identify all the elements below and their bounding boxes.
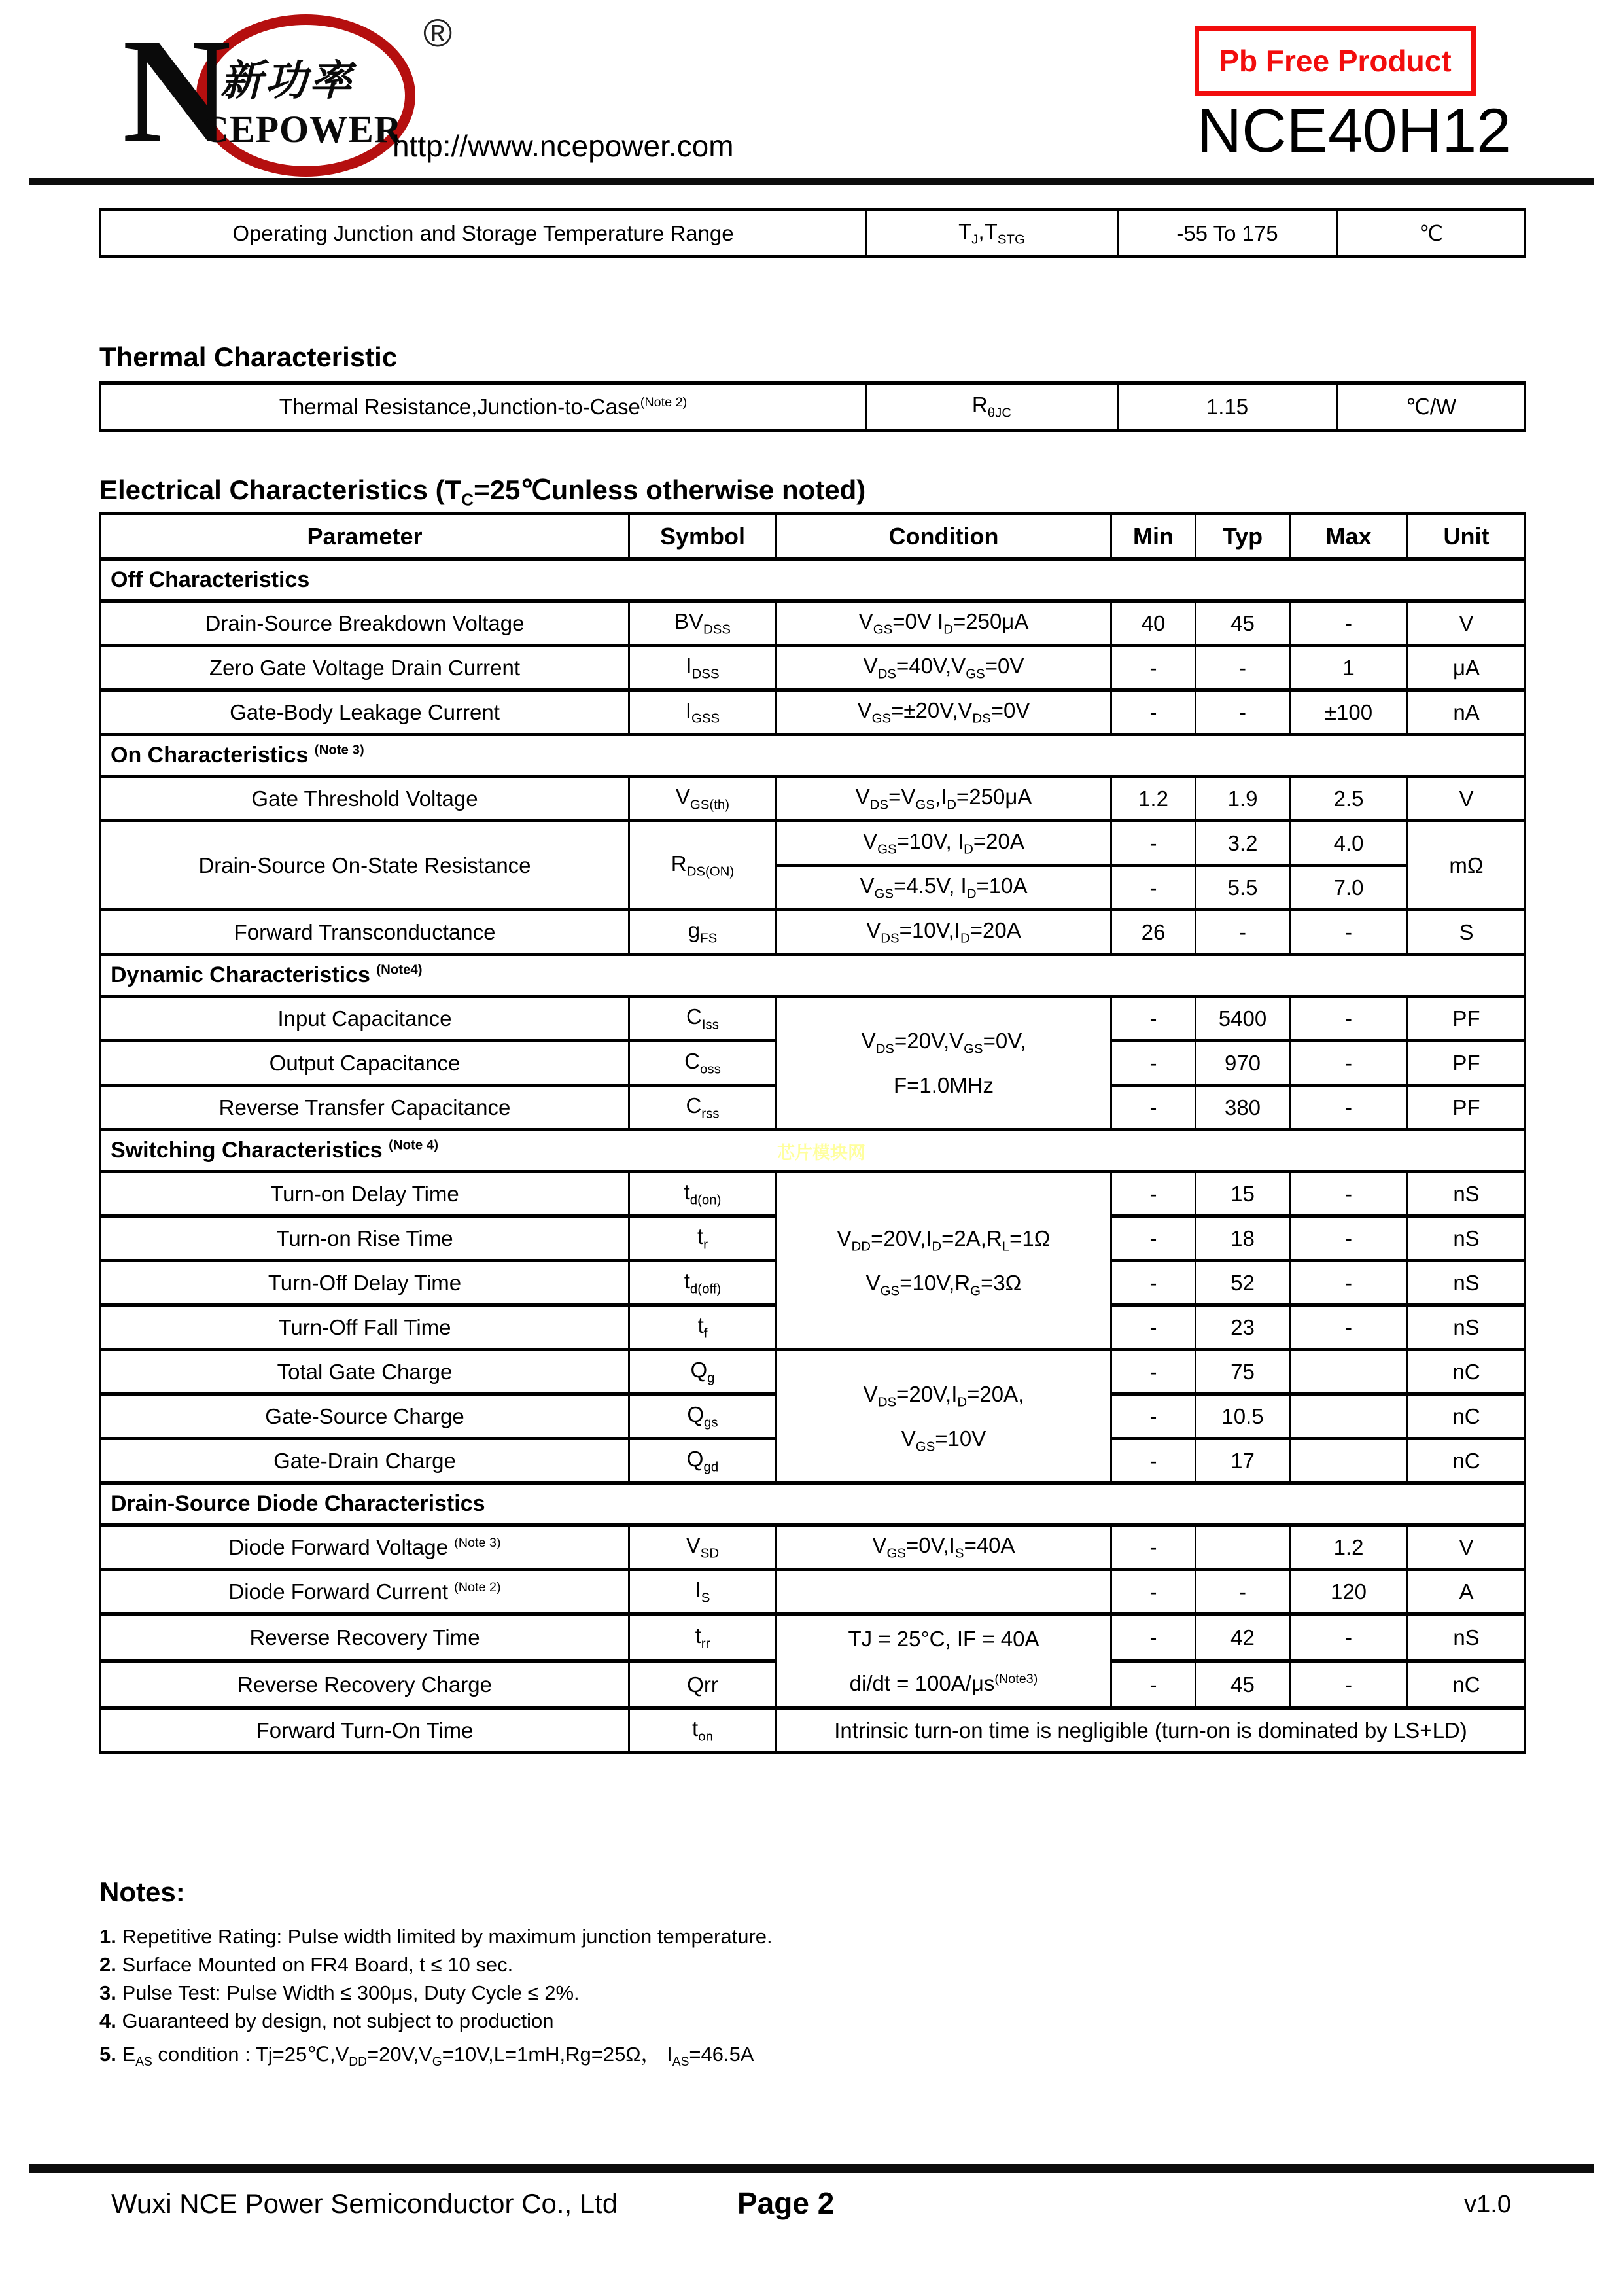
thermal-heading: Thermal Characteristic bbox=[99, 342, 398, 372]
electrical-heading: Electrical Characteristics ($T_C=25℃unless$ otherwise noted) bbox=[99, 474, 866, 510]
section-header: Drain-Source Diode Characteristics bbox=[101, 1483, 1526, 1525]
table-cell: 120 bbox=[1290, 1570, 1408, 1614]
table-cell: $BV_{DSS}$ bbox=[629, 601, 777, 646]
table-cell: nA bbox=[1408, 690, 1526, 735]
table-cell: $g_{FS}$ bbox=[629, 910, 777, 955]
table-cell: $R_{DS(ON)}$ bbox=[629, 821, 777, 910]
footer-rule bbox=[29, 2164, 1594, 2173]
table-cell: $V_{GS}=4.5V$, $I_D=10A$ bbox=[777, 866, 1111, 910]
table-cell: ℃ bbox=[1337, 210, 1526, 257]
registered-mark-icon: ® bbox=[423, 11, 453, 55]
note-item: 3. Pulse Test: Pulse Width ≤ 300μs, Duty Cycle ≤ 2%. bbox=[99, 1981, 580, 2004]
table-cell: Gate Threshold Voltage bbox=[101, 777, 629, 821]
table-cell: $I_{GSS}$ bbox=[629, 690, 777, 735]
table-cell: Operating Junction and Storage Temperature Range bbox=[101, 210, 866, 257]
table-cell: 23 bbox=[1196, 1305, 1290, 1350]
table-cell: $C_{Iss}$ bbox=[629, 997, 777, 1041]
table-cell: 3.2 bbox=[1196, 821, 1290, 866]
table-cell: 45 bbox=[1196, 1661, 1290, 1708]
header-rule bbox=[29, 178, 1594, 185]
table-cell: PF bbox=[1408, 1086, 1526, 1130]
table-cell: S bbox=[1408, 910, 1526, 955]
table-cell: $V_{DD}=20V,I_D=2A,R_L=1\Omega$ $V_{GS}=10V,R_G=3\Omega$ bbox=[777, 1172, 1111, 1350]
table-cell: 10.5 bbox=[1196, 1394, 1290, 1439]
table-cell: $Q_{gd}$ bbox=[629, 1439, 777, 1483]
table-cell: Diode Forward Current $^{(Note 2)}$ bbox=[101, 1570, 629, 1614]
table-cell: $V_{GS}=10V$, $I_D=20A$ bbox=[777, 821, 1111, 866]
table-cell: - bbox=[1196, 646, 1290, 690]
abs-max-table bbox=[99, 208, 1526, 258]
table-cell: nS bbox=[1408, 1261, 1526, 1305]
table-cell bbox=[777, 1570, 1111, 1614]
table-cell: nC bbox=[1408, 1394, 1526, 1439]
table-cell: Gate-Body Leakage Current bbox=[101, 690, 629, 735]
logo-en-text: CEPOWER bbox=[201, 108, 402, 150]
table-cell: - bbox=[1111, 997, 1196, 1041]
table-row bbox=[101, 997, 1526, 1041]
table-cell: - bbox=[1111, 646, 1196, 690]
table-cell: $V_{GS}=\pm 20V,V_{DS}=0V$ bbox=[777, 690, 1111, 735]
table-cell: nC bbox=[1408, 1661, 1526, 1708]
column-header: Unit bbox=[1408, 514, 1526, 559]
table-cell: - bbox=[1290, 1261, 1408, 1305]
table-cell: V bbox=[1408, 1525, 1526, 1570]
table-cell: Diode Forward Voltage $^{(Note 3)}$ bbox=[101, 1525, 629, 1570]
table-row bbox=[101, 1614, 1526, 1661]
table-row bbox=[101, 777, 1526, 821]
table-row bbox=[101, 910, 1526, 955]
table-cell: 7.0 bbox=[1290, 866, 1408, 910]
table-cell: $R_{\theta JC}$ bbox=[866, 383, 1118, 431]
table-row bbox=[101, 646, 1526, 690]
watermark-text: 芯片模块网 bbox=[777, 1143, 865, 1163]
table-cell: - bbox=[1111, 866, 1196, 910]
table-cell: $V_{GS}=0V$ $I_D=250\mu A$ bbox=[777, 601, 1111, 646]
table-cell: 380 bbox=[1196, 1086, 1290, 1130]
table-cell: $V_{SD}$ bbox=[629, 1525, 777, 1570]
column-header: Max bbox=[1290, 514, 1408, 559]
table-cell: $C_{oss}$ bbox=[629, 1041, 777, 1086]
section-header: Switching Characteristics $^{(Note 4)}$ bbox=[101, 1130, 1526, 1172]
column-header: Symbol bbox=[629, 514, 777, 559]
table-cell: - bbox=[1111, 1614, 1196, 1661]
table-cell: $V_{GS(th)}$ bbox=[629, 777, 777, 821]
table-cell: - bbox=[1290, 601, 1408, 646]
table-cell: V bbox=[1408, 777, 1526, 821]
table-cell: Gate-Source Charge bbox=[101, 1394, 629, 1439]
table-cell: $Q_{gs}$ bbox=[629, 1394, 777, 1439]
table-cell: - bbox=[1290, 1086, 1408, 1130]
table-cell: 26 bbox=[1111, 910, 1196, 955]
ncepower-logo bbox=[49, 4, 453, 194]
table-cell: ±100 bbox=[1290, 690, 1408, 735]
pb-free-badge: Pb Free Product bbox=[1195, 26, 1476, 96]
table-cell: - bbox=[1111, 1261, 1196, 1305]
table-cell: $Q_g$ bbox=[629, 1350, 777, 1394]
note-item: 1. Repetitive Rating: Pulse width limited by maximum junction temperature. bbox=[99, 1925, 773, 1948]
table-cell: - bbox=[1290, 1305, 1408, 1350]
table-cell: - bbox=[1290, 1614, 1408, 1661]
column-header: Min bbox=[1111, 514, 1196, 559]
column-header: Parameter bbox=[101, 514, 629, 559]
section-row bbox=[101, 559, 1526, 601]
footer-company: Wuxi NCE Power Semiconductor Co., Ltd bbox=[111, 2188, 618, 2219]
table-cell: 17 bbox=[1196, 1439, 1290, 1483]
table-cell: 2.5 bbox=[1290, 777, 1408, 821]
table-cell: Turn-on Delay Time bbox=[101, 1172, 629, 1216]
table-cell: 1.2 bbox=[1111, 777, 1196, 821]
note-item: 5. $E_{AS}$ condition : $Tj=25℃,V_{DD}=20V,V_G=10V,L=1mH,Rg=25\Omega$， $I_{AS}=46.5A$ bbox=[99, 2043, 754, 2070]
table-row bbox=[101, 1350, 1526, 1394]
table-cell: μA bbox=[1408, 646, 1526, 690]
table-cell: mΩ bbox=[1408, 821, 1526, 910]
table-cell: - bbox=[1196, 1570, 1290, 1614]
table-cell: - bbox=[1290, 1216, 1408, 1261]
table-cell: Forward Turn-On Time bbox=[101, 1708, 629, 1753]
table-cell: ℃/W bbox=[1337, 383, 1526, 431]
footer-version: v1.0 bbox=[1464, 2191, 1511, 2218]
table-cell: nS bbox=[1408, 1614, 1526, 1661]
table-cell: 52 bbox=[1196, 1261, 1290, 1305]
table-cell: Output Capacitance bbox=[101, 1041, 629, 1086]
table-cell: 5.5 bbox=[1196, 866, 1290, 910]
table-cell: - bbox=[1111, 1439, 1196, 1483]
table-cell: Qrr bbox=[629, 1661, 777, 1708]
table-cell: $C_{rss}$ bbox=[629, 1086, 777, 1130]
table-cell: 18 bbox=[1196, 1216, 1290, 1261]
table-cell: $V_{DS}=20V,V_{GS}=0V$, F=1.0MHz bbox=[777, 997, 1111, 1130]
note-item: 2. Surface Mounted on FR4 Board, t ≤ 10 sec. bbox=[99, 1953, 514, 1976]
table-cell: Turn-Off Delay Time bbox=[101, 1261, 629, 1305]
table-cell: 5400 bbox=[1196, 997, 1290, 1041]
table-row bbox=[101, 210, 1526, 257]
table-cell: $V_{DS}=10V,I_D=20A$ bbox=[777, 910, 1111, 955]
table-cell: $t_{rr}$ bbox=[629, 1614, 777, 1661]
table-cell: nS bbox=[1408, 1216, 1526, 1261]
table-cell: - bbox=[1111, 1350, 1196, 1394]
table-cell: Turn-on Rise Time bbox=[101, 1216, 629, 1261]
table-cell: 970 bbox=[1196, 1041, 1290, 1086]
table-cell: $t_r$ bbox=[629, 1216, 777, 1261]
table-cell: - bbox=[1290, 1041, 1408, 1086]
column-header: Typ bbox=[1196, 514, 1290, 559]
table-cell: $T_J,T_{STG}$ bbox=[866, 210, 1118, 257]
table-row bbox=[101, 601, 1526, 646]
table-cell: - bbox=[1111, 1086, 1196, 1130]
table-cell: 1 bbox=[1290, 646, 1408, 690]
section-header: Off Characteristics bbox=[101, 559, 1526, 601]
table-cell: A bbox=[1408, 1570, 1526, 1614]
table-cell: - bbox=[1196, 910, 1290, 955]
table-cell: - bbox=[1196, 690, 1290, 735]
table-cell: Turn-Off Fall Time bbox=[101, 1305, 629, 1350]
table-cell: - bbox=[1111, 1570, 1196, 1614]
table-cell: PF bbox=[1408, 997, 1526, 1041]
table-cell: nC bbox=[1408, 1439, 1526, 1483]
table-row bbox=[101, 690, 1526, 735]
table-cell: - bbox=[1290, 1661, 1408, 1708]
table-cell: - bbox=[1290, 910, 1408, 955]
table-cell: Reverse Transfer Capacitance bbox=[101, 1086, 629, 1130]
table-cell: - bbox=[1111, 1172, 1196, 1216]
logo-cn-text: 新功率 bbox=[220, 57, 354, 104]
table-cell: 42 bbox=[1196, 1614, 1290, 1661]
table-cell: Total Gate Charge bbox=[101, 1350, 629, 1394]
table-cell: 15 bbox=[1196, 1172, 1290, 1216]
table-cell: - bbox=[1111, 1305, 1196, 1350]
table-cell: Input Capacitance bbox=[101, 997, 629, 1041]
footer-page-number: Page 2 bbox=[737, 2186, 835, 2220]
table-cell: Reverse Recovery Charge bbox=[101, 1661, 629, 1708]
table-cell: - bbox=[1111, 1525, 1196, 1570]
table-cell: Gate-Drain Charge bbox=[101, 1439, 629, 1483]
section-header: On Characteristics $^{(Note 3)}$ bbox=[101, 735, 1526, 777]
table-cell: $t_{d(off)}$ bbox=[629, 1261, 777, 1305]
table-cell: 75 bbox=[1196, 1350, 1290, 1394]
table-cell: Thermal Resistance,Junction-to-Case$^{(Note 2)}$ bbox=[101, 383, 866, 431]
table-cell: $t_{on}$ bbox=[629, 1708, 777, 1753]
section-row bbox=[101, 1483, 1526, 1525]
table-cell: 40 bbox=[1111, 601, 1196, 646]
table-cell: 4.0 bbox=[1290, 821, 1408, 866]
table-cell: $V_{DS}=20V,I_D=20A$, $V_{GS}=10V$ bbox=[777, 1350, 1111, 1483]
section-row bbox=[101, 735, 1526, 777]
table-cell: -55 To 175 bbox=[1118, 210, 1337, 257]
table-cell: $V_{DS}=40V,V_{GS}=0V$ bbox=[777, 646, 1111, 690]
table-cell bbox=[1290, 1439, 1408, 1483]
table-cell: V bbox=[1408, 601, 1526, 646]
company-url: http://www.ncepower.com bbox=[393, 129, 734, 163]
table-cell: $t_{d(on)}$ bbox=[629, 1172, 777, 1216]
table-cell: - bbox=[1290, 1172, 1408, 1216]
electrical-table bbox=[99, 512, 1526, 1754]
table-cell: Drain-Source Breakdown Voltage bbox=[101, 601, 629, 646]
table-cell: 1.2 bbox=[1290, 1525, 1408, 1570]
table-cell: - bbox=[1111, 1394, 1196, 1439]
table-cell: 45 bbox=[1196, 601, 1290, 646]
table-cell: $V_{GS}=0V,I_S=40A$ bbox=[777, 1525, 1111, 1570]
table-cell: 1.15 bbox=[1118, 383, 1337, 431]
table-cell: PF bbox=[1408, 1041, 1526, 1086]
table-cell: TJ = 25°C, IF = 40A $di/dt = 100A/\mu s^{(Note3)}$ bbox=[777, 1614, 1111, 1708]
thermal-table bbox=[99, 381, 1526, 432]
table-cell: Reverse Recovery Time bbox=[101, 1614, 629, 1661]
table-cell: nS bbox=[1408, 1172, 1526, 1216]
notes-heading: Notes: bbox=[99, 1877, 185, 1907]
table-cell: $t_f$ bbox=[629, 1305, 777, 1350]
table-cell bbox=[1196, 1525, 1290, 1570]
table-cell: - bbox=[1111, 1661, 1196, 1708]
table-row bbox=[101, 1525, 1526, 1570]
notes-section bbox=[99, 1877, 1473, 2076]
table-cell: Intrinsic turn-on time is negligible (turn-on is dominated by LS+LD) bbox=[777, 1708, 1526, 1753]
table-cell bbox=[1290, 1350, 1408, 1394]
column-header: Condition bbox=[777, 514, 1111, 559]
table-cell: - bbox=[1111, 821, 1196, 866]
table-cell: - bbox=[1111, 1041, 1196, 1086]
table-cell: Zero Gate Voltage Drain Current bbox=[101, 646, 629, 690]
table-row bbox=[101, 821, 1526, 866]
note-item: 4. Guaranteed by design, not subject to production bbox=[99, 2009, 554, 2032]
table-row bbox=[101, 1570, 1526, 1614]
table-cell: - bbox=[1111, 1216, 1196, 1261]
table-cell: nC bbox=[1408, 1350, 1526, 1394]
table-cell: Drain-Source On-State Resistance bbox=[101, 821, 629, 910]
table-cell: - bbox=[1290, 997, 1408, 1041]
table-row bbox=[101, 383, 1526, 431]
table-cell: nS bbox=[1408, 1305, 1526, 1350]
table-row bbox=[101, 1172, 1526, 1216]
table-cell: Forward Transconductance bbox=[101, 910, 629, 955]
table-cell: $I_{DSS}$ bbox=[629, 646, 777, 690]
table-cell: - bbox=[1111, 690, 1196, 735]
table-cell bbox=[1290, 1394, 1408, 1439]
table-header-row bbox=[101, 514, 1526, 559]
section-row bbox=[101, 955, 1526, 997]
logo-n-icon: N bbox=[122, 7, 232, 174]
section-header: Dynamic Characteristics $^{(Note4)}$ bbox=[101, 955, 1526, 997]
table-cell: 1.9 bbox=[1196, 777, 1290, 821]
table-cell: $I_S$ bbox=[629, 1570, 777, 1614]
part-number: NCE40H12 bbox=[1196, 96, 1511, 166]
table-cell: $V_{DS}=V_{GS},I_D=250\mu A$ bbox=[777, 777, 1111, 821]
table-row bbox=[101, 1708, 1526, 1753]
